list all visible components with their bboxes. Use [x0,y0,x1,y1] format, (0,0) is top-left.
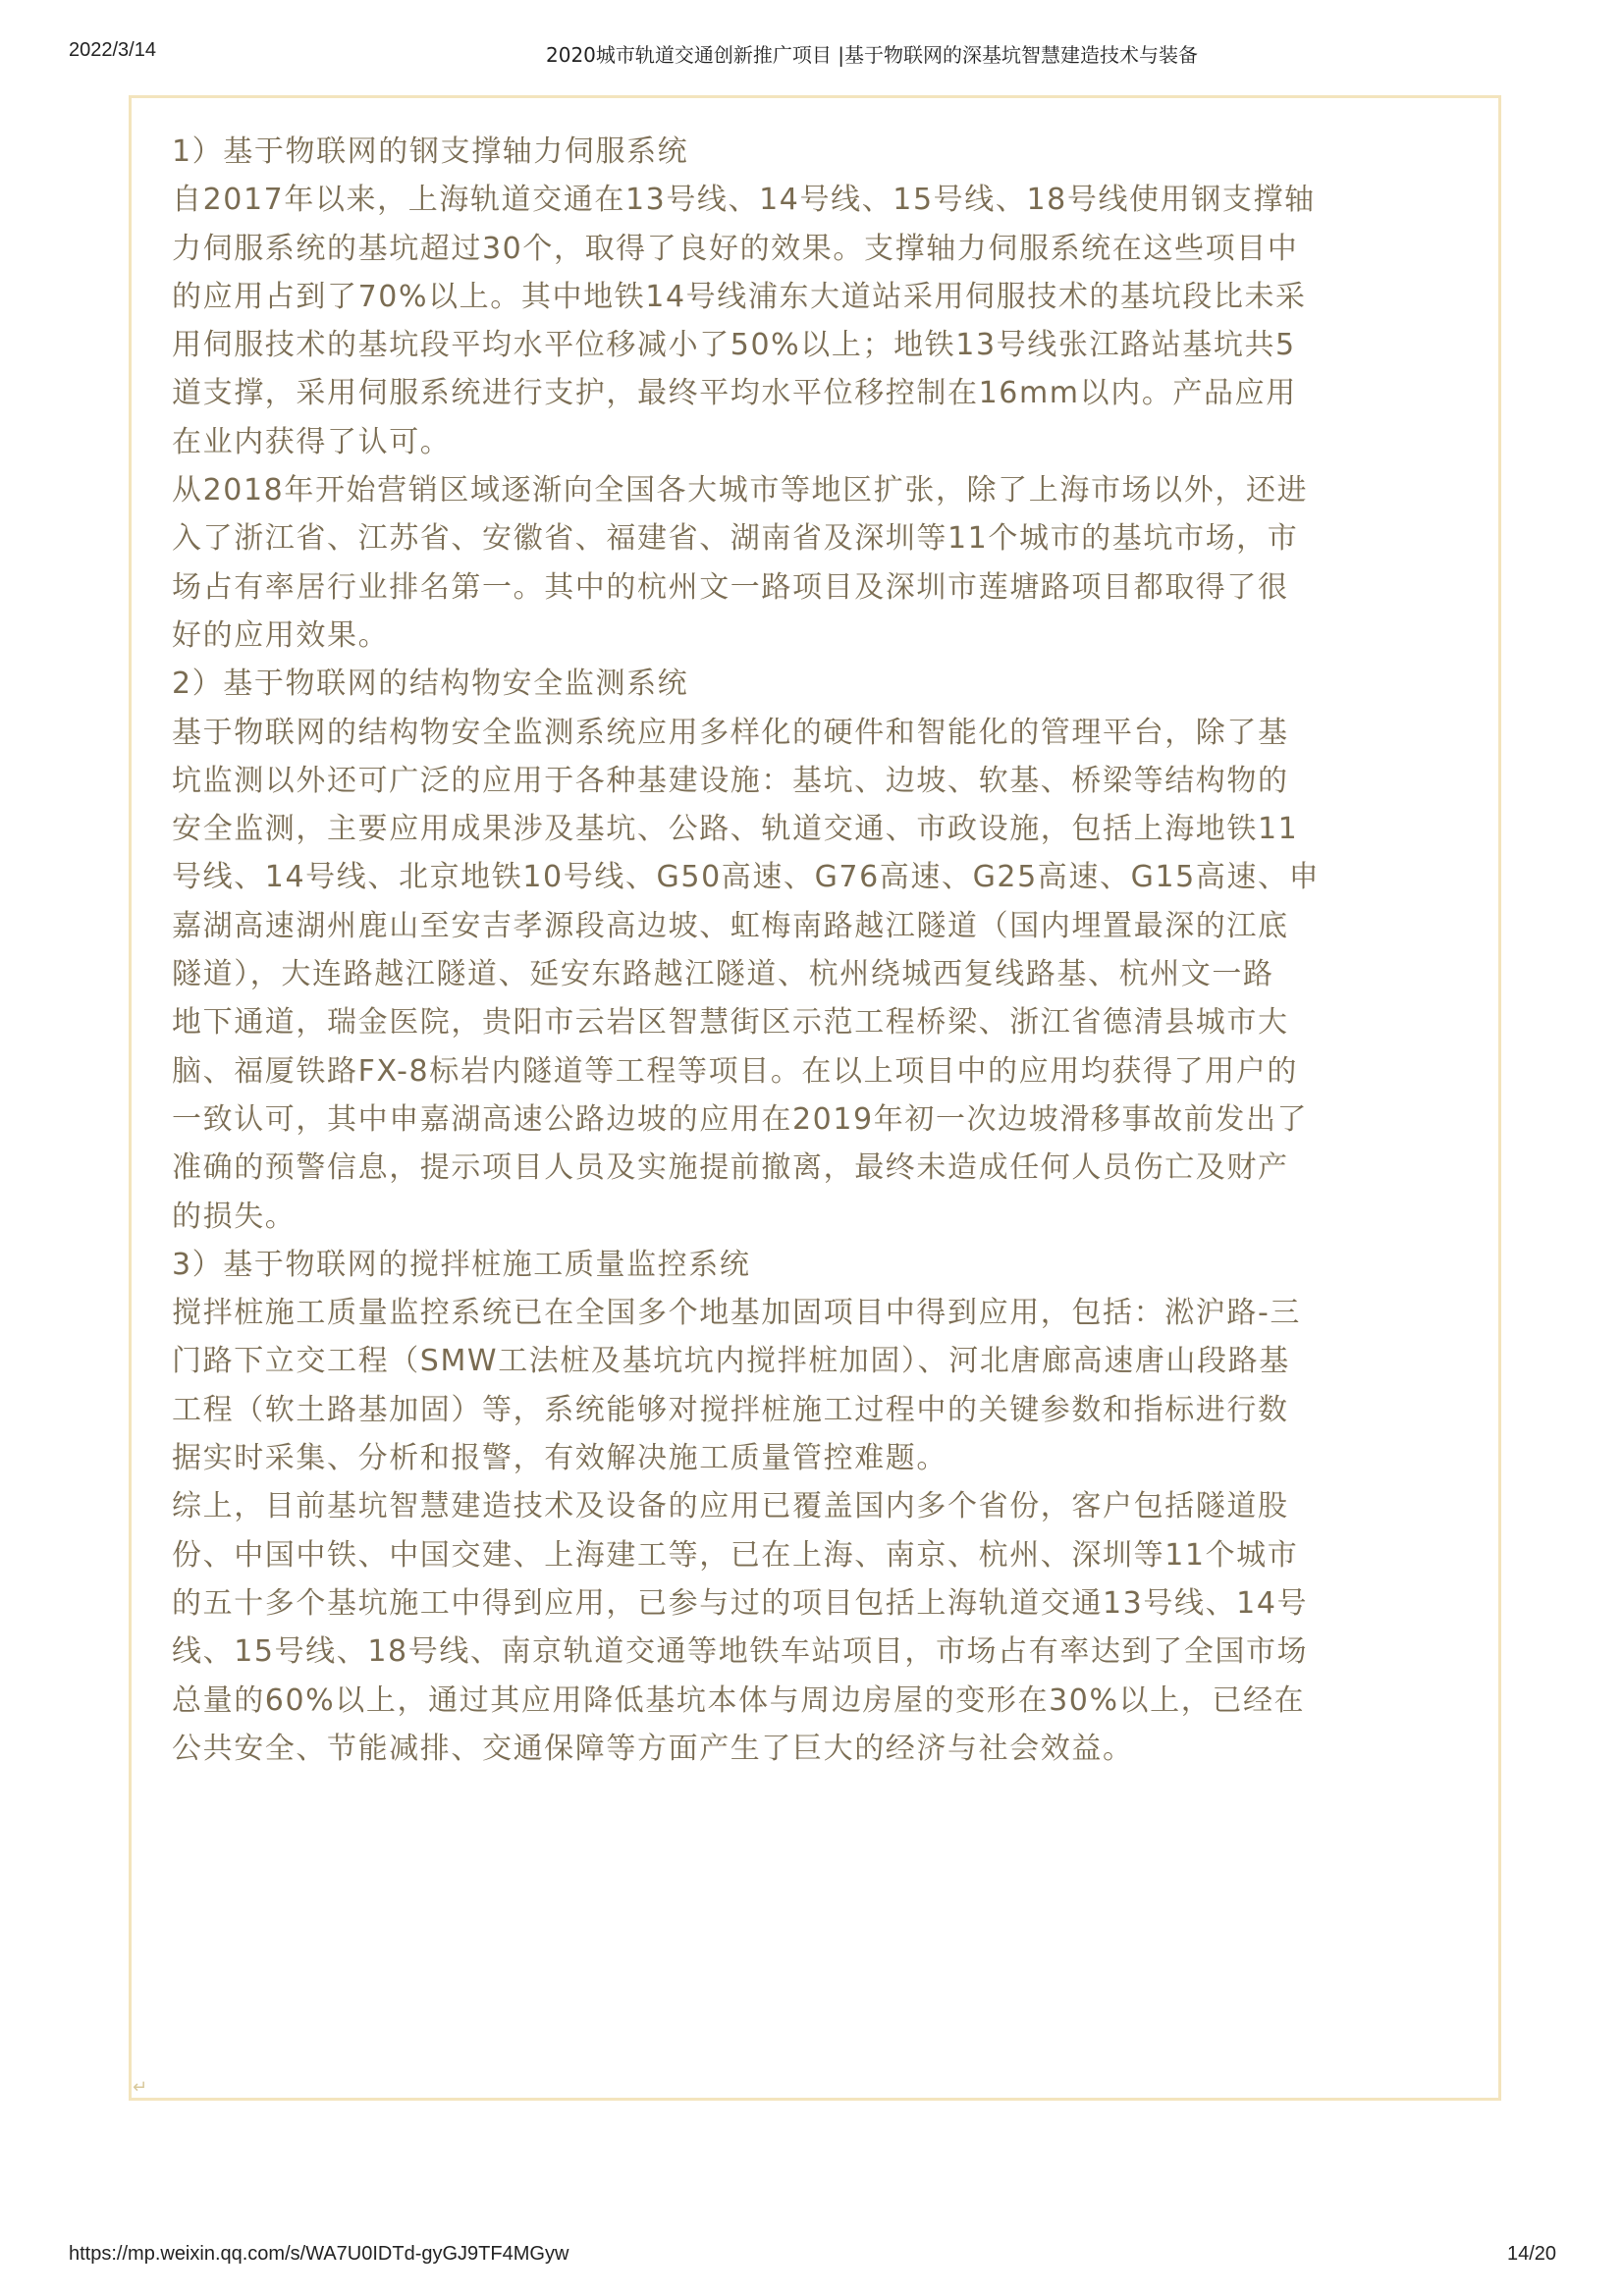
article-line: 基于物联网的结构物安全监测系统应用多样化的硬件和智能化的管理平台，除了基 [172,715,1289,750]
article-line: 据实时采集、分析和报警，有效解决施工质量管控难题。 [172,1441,947,1476]
print-url: https://mp.weixin.qq.com/s/WA7U0IDTd-gyGJ9TF4MGyw [69,2243,569,2265]
article-line: 隧道），大连路越江隧道、延安东路越江隧道、杭州绕城西复线路基、杭州文一路 [172,957,1274,992]
article-line: 力伺服系统的基坑超过30个，取得了良好的效果。支撑轴力伺服系统在这些项目中 [172,231,1299,266]
article-line: 线、15号线、18号线、南京轨道交通等地铁车站项目，市场占有率达到了全国市场 [172,1634,1309,1670]
article-line: 的应用占到了70%以上。其中地铁14号线浦东大道站采用伺服技术的基坑段比未采 [172,279,1307,314]
article-line: 安全监测，主要应用成果涉及基坑、公路、轨道交通、市政设施，包括上海地铁11 [172,812,1299,847]
article-line: 地下通道，瑞金医院，贵阳市云岩区智慧街区示范工程桥梁、浙江省德清县城市大 [172,1005,1289,1041]
article-body [172,128,1468,1773]
article-line: 入了浙江省、江苏省、安徽省、福建省、湖南省及深圳等11个城市的基坑市场，市 [172,521,1299,557]
print-page-title: 2020城市轨道交通创新推广项目 |基于物联网的深基坑智慧建造技术与装备 [546,43,1198,67]
article-line: 门路下立交工程（SMW工法桩及基坑坑内搅拌桩加固）、河北唐廊高速唐山段路基 [172,1344,1290,1379]
article-line: 自2017年以来，上海轨道交通在13号线、14号线、15号线、18号线使用钢支撑轴 [172,183,1316,218]
article-line: 场占有率居行业排名第一。其中的杭州文一路项目及深圳市莲塘路项目都取得了很 [172,569,1289,605]
article-line: 的损失。 [172,1199,297,1234]
section-heading-1: 1）基于物联网的钢支撑轴力伺服系统 [172,134,689,169]
article-line: 道支撑，采用伺服系统进行支护，最终平均水平位移控制在16mm以内。产品应用 [172,376,1297,411]
article-line: 准确的预警信息，提示项目人员及实施提前撤离，最终未造成任何人员伤亡及财产 [172,1150,1289,1186]
article-line: 用伺服技术的基坑段平均水平位移减小了50%以上；地铁13号线张江路站基坑共5 [172,328,1296,363]
article-line: 号线、14号线、北京地铁10号线、G50高速、G76高速、G25高速、G15高速、申 [172,860,1321,895]
print-date: 2022/3/14 [69,39,156,61]
page-number: 14/20 [1507,2243,1557,2265]
article-line: 份、中国中铁、中国交建、上海建工等，已在上海、南京、杭州、深圳等11个城市 [172,1537,1299,1573]
article-line: 搅拌桩施工质量监控系统已在全国多个地基加固项目中得到应用，包括：淞沪路-三 [172,1296,1302,1331]
article-line: 公共安全、节能减排、交通保障等方面产生了巨大的经济与社会效益。 [172,1731,1134,1766]
article-line: 工程（软土路基加固）等，系统能够对搅拌桩施工过程中的关键参数和指标进行数 [172,1392,1289,1427]
article-line: 总量的60%以上，通过其应用降低基坑本体与周边房屋的变形在30%以上，已经在 [172,1682,1306,1718]
section-heading-3: 3）基于物联网的搅拌桩施工质量监控系统 [172,1247,751,1282]
article-line: 坑监测以外还可广泛的应用于各种基建设施：基坑、边坡、软基、桥梁等结构物的 [172,763,1289,798]
section-heading-2: 2）基于物联网的结构物安全监测系统 [172,667,689,702]
article-line: 在业内获得了认可。 [172,424,452,459]
article-line: 好的应用效果。 [172,617,390,653]
article-line: 从2018年开始营销区域逐渐向全国各大城市等地区扩张，除了上海市场以外，还进 [172,473,1309,508]
article-line: 的五十多个基坑施工中得到应用，已参与过的项目包括上海轨道交通13号线、14号 [172,1585,1309,1621]
return-arrow-icon: ↵ [133,2077,148,2098]
article-line: 综上，目前基坑智慧建造技术及设备的应用已覆盖国内多个省份，客户包括隧道股 [172,1489,1289,1524]
article-line: 嘉湖高速湖州鹿山至安吉孝源段高边坡、虹梅南路越江隧道（国内埋置最深的江底 [172,908,1289,943]
article-line: 脑、福厦铁路FX-8标岩内隧道等工程等项目。在以上项目中的应用均获得了用户的 [172,1053,1299,1089]
article-line: 一致认可，其中申嘉湖高速公路边坡的应用在2019年初一次边坡滑移事故前发出了 [172,1101,1309,1137]
